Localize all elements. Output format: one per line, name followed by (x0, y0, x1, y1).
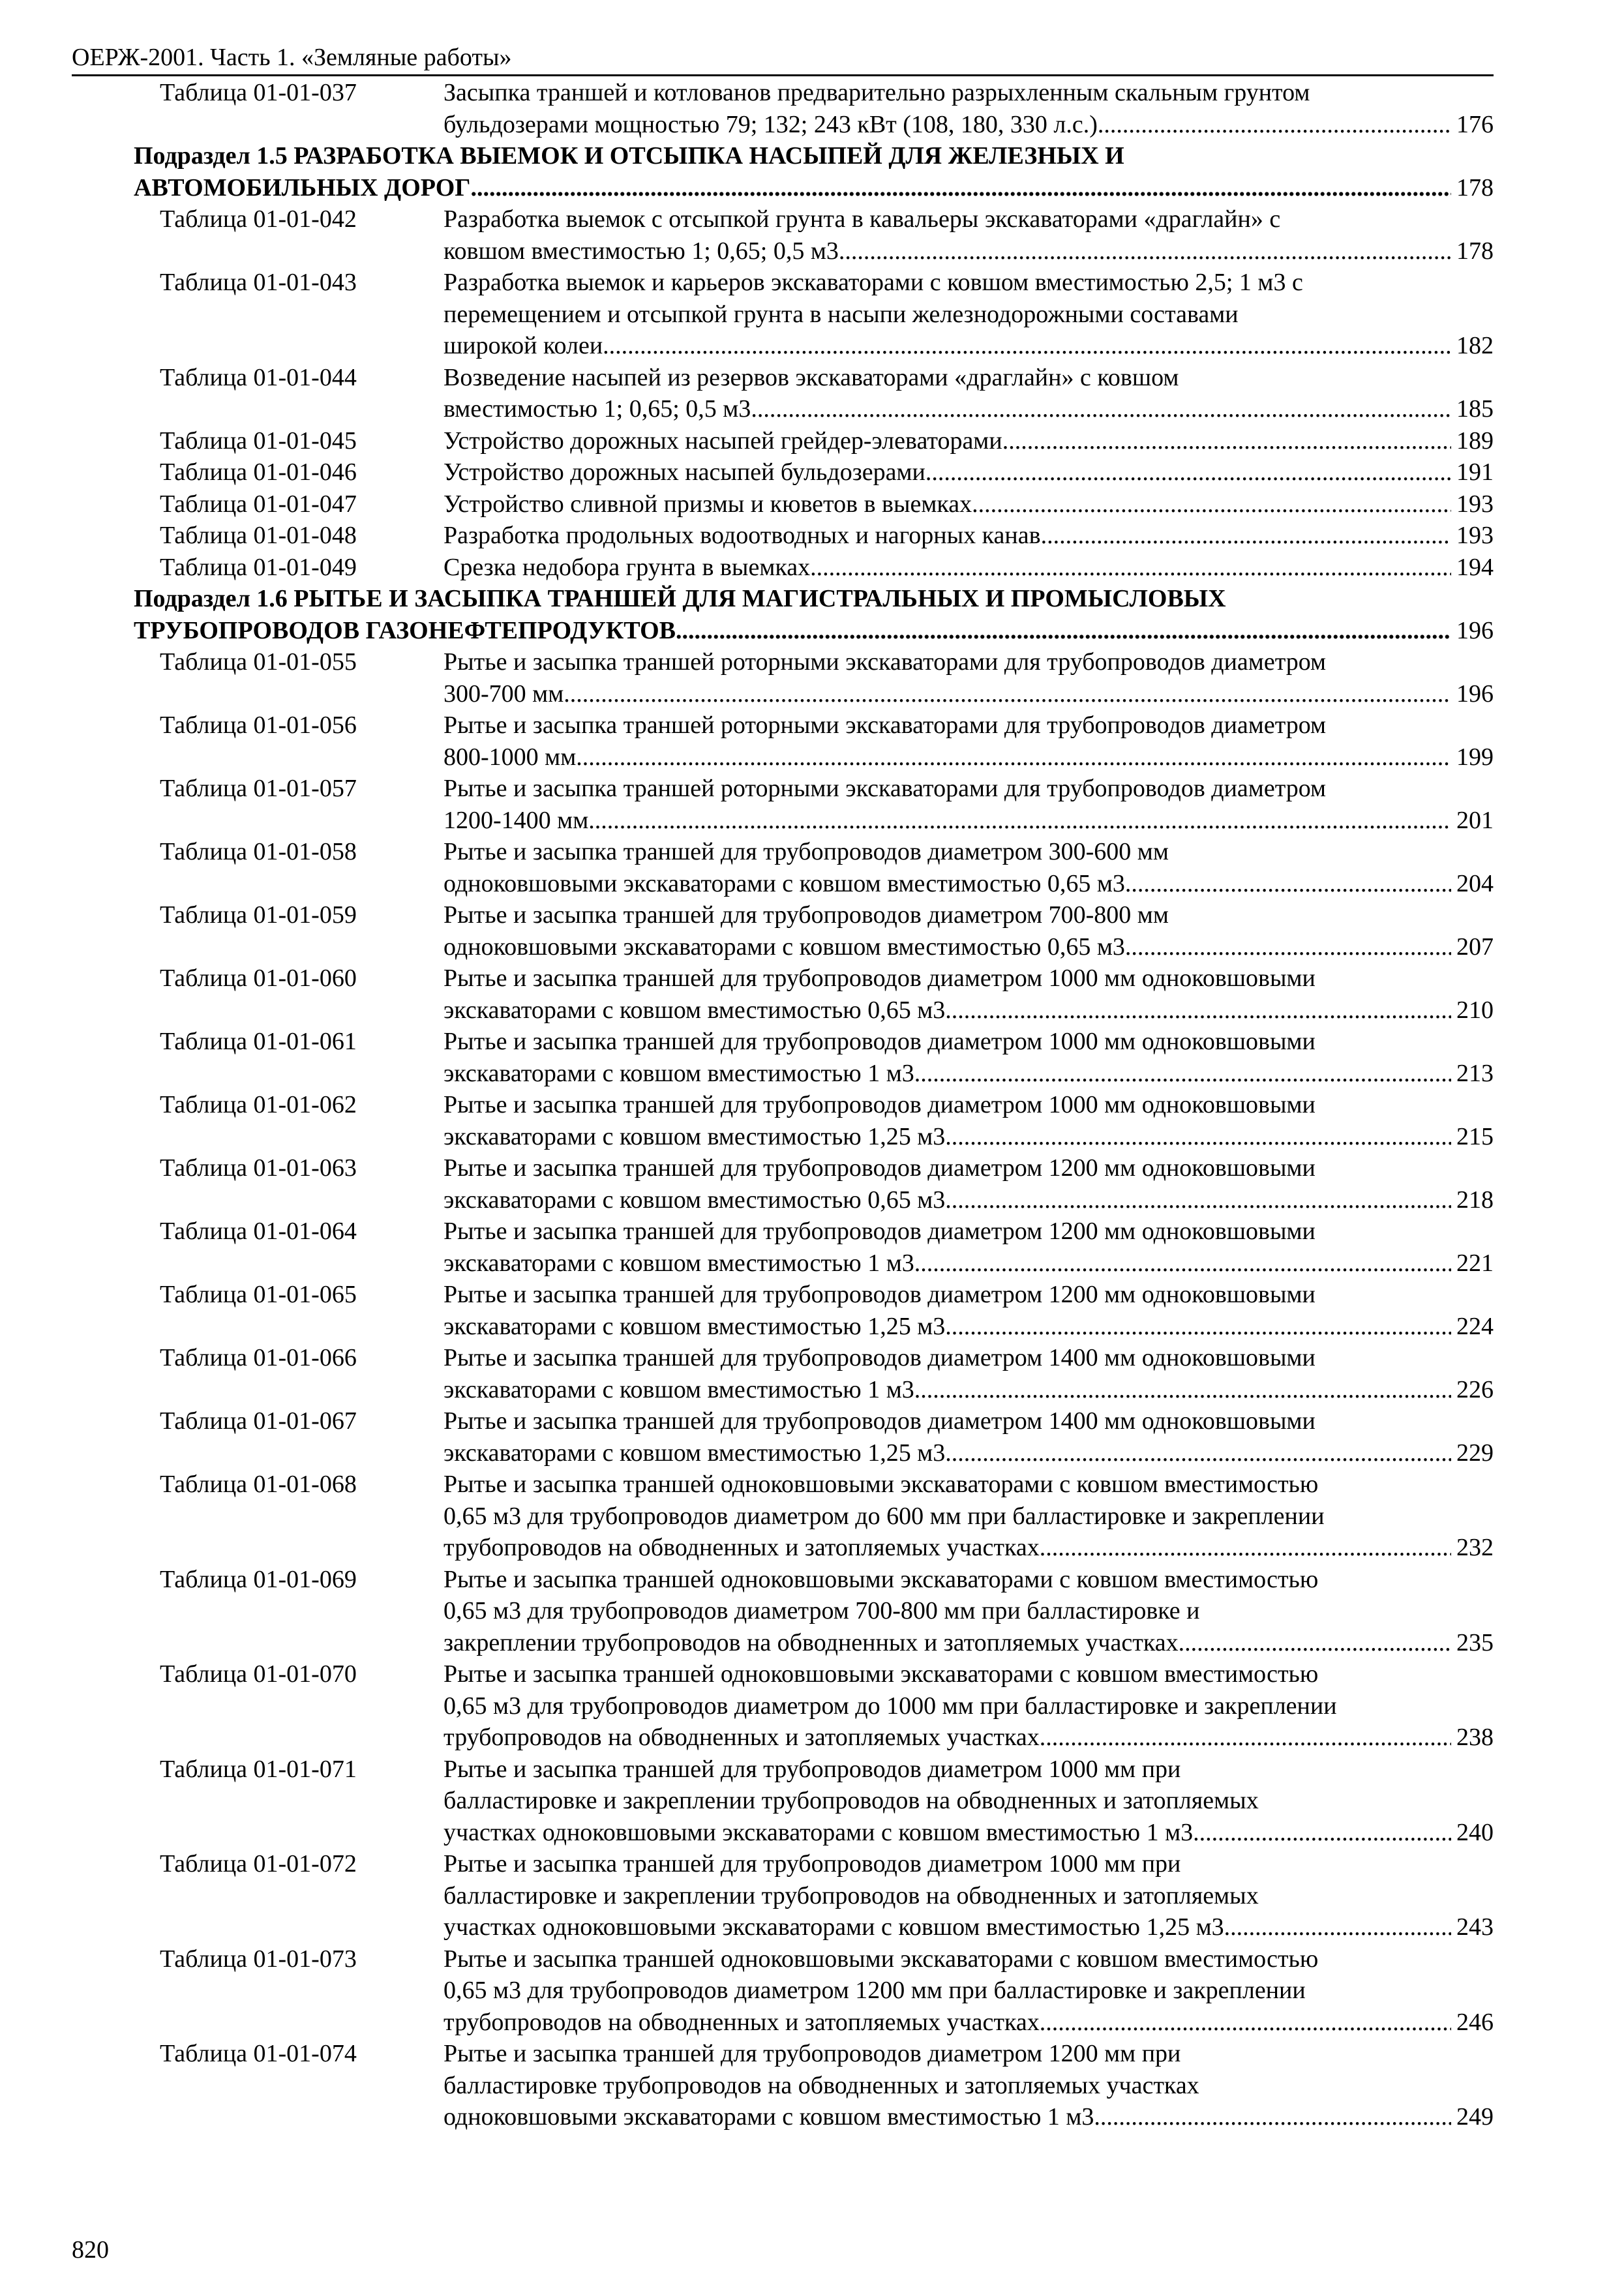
dot-leader (470, 172, 1451, 204)
entry-line: широкой колеи (444, 332, 603, 359)
entry-title (444, 1943, 1451, 2039)
table-number: Таблица 01-01-074 (160, 2040, 357, 2067)
toc-entry (72, 1026, 1494, 1089)
entry-title (444, 2038, 1451, 2133)
entry-line: 300-700 мм (444, 680, 564, 708)
entry-title (444, 963, 1451, 1026)
toc-entry (72, 1848, 1494, 1943)
entry-line: Возведение насыпей из резервов экскаваторами «драглайн» с ковшом (444, 363, 1179, 391)
entry-line: Рытье и засыпка траншей роторными экскаваторами для трубопроводов диаметром (444, 775, 1327, 802)
entry-line: Подраздел 1.5 РАЗРАБОТКА ВЫЕМОК И ОТСЫПКА НАСЫПЕЙ ДЛЯ ЖЕЛЕЗНЫХ И (134, 142, 1124, 170)
entry-title (444, 1658, 1451, 1754)
page-ref: 243 (1456, 1913, 1494, 1941)
page-number: 820 (72, 2236, 109, 2264)
entry-title (444, 1405, 1451, 1469)
entry-line: Срезка недобора грунта в выемках (444, 553, 811, 581)
page-ref: 215 (1456, 1122, 1494, 1150)
entry-title (444, 488, 1451, 520)
page-ref: 178 (1456, 237, 1494, 265)
page-ref: 229 (1456, 1439, 1494, 1467)
entry-line: 0,65 м3 для трубопроводов диаметром до 600 мм при балластировке и закреплении (444, 1502, 1325, 1530)
toc-entry (72, 267, 1494, 362)
entry-line: Рытье и засыпка траншей одноковшовыми экскаваторами с ковшом вместимостью (444, 1471, 1319, 1498)
table-number: Таблица 01-01-072 (160, 1850, 357, 1878)
toc-entry (72, 1152, 1494, 1216)
entry-line: одноковшовыми экскаваторами с ковшом вместимостью 0,65 м3 (444, 869, 1125, 897)
entry-line: участках одноковшовыми экскаваторами с ковшом вместимостью 1,25 м3 (444, 1913, 1224, 1941)
toc-entry (72, 1943, 1494, 2039)
dot-leader (1098, 109, 1451, 141)
page-ref: 204 (1456, 869, 1494, 897)
page-ref: 193 (1456, 490, 1494, 518)
dot-leader (914, 1374, 1451, 1406)
entry-line: Устройство дорожных насыпей бульдозерами (444, 458, 925, 486)
page-ref: 196 (1456, 616, 1494, 644)
section-title (72, 140, 1451, 203)
page-ref: 221 (1456, 1249, 1494, 1277)
toc-entry (72, 425, 1494, 457)
page-ref: 249 (1456, 2103, 1494, 2131)
dot-leader (1040, 1722, 1451, 1754)
toc-entry (72, 362, 1494, 425)
entry-line: участках одноковшовыми экскаваторами с ковшом вместимостью 1 м3 (444, 1818, 1194, 1846)
table-number: Таблица 01-01-057 (160, 775, 357, 802)
table-number: Таблица 01-01-044 (160, 363, 357, 391)
dot-leader (945, 1184, 1451, 1216)
entry-title (444, 1152, 1451, 1216)
toc-entry (72, 1405, 1494, 1469)
table-number: Таблица 01-01-061 (160, 1028, 357, 1055)
entry-line: Рытье и засыпка траншей для трубопроводов диаметром 700-800 мм (444, 901, 1169, 929)
table-number: Таблица 01-01-058 (160, 838, 357, 865)
page-ref: 210 (1456, 996, 1494, 1024)
entry-line: Рытье и засыпка траншей для трубопроводов диаметром 300-600 мм (444, 838, 1169, 865)
entry-line: 0,65 м3 для трубопроводов диаметром до 1000 мм при балластировке и закреплении (444, 1692, 1337, 1720)
toc-entry (72, 1658, 1494, 1754)
entry-line: экскаваторами с ковшом вместимостью 0,65 м3 (444, 996, 946, 1024)
dot-leader (751, 393, 1451, 425)
section-heading (72, 140, 1494, 203)
table-number: Таблица 01-01-069 (160, 1565, 357, 1593)
entry-title (444, 646, 1451, 710)
entry-title (444, 1216, 1451, 1279)
dot-leader (810, 552, 1451, 584)
entry-line: трубопроводов на обводненных и затопляемых участках (444, 1534, 1040, 1561)
entry-line: Рытье и засыпка траншей для трубопроводов диаметром 1000 мм при (444, 1850, 1181, 1878)
toc-entry (72, 1342, 1494, 1405)
entry-line: балластировке трубопроводов на обводненных и затопляемых участках (444, 2071, 1199, 2099)
page-ref: 185 (1456, 395, 1494, 423)
entry-line: Разработка продольных водоотводных и нагорных канав (444, 522, 1041, 549)
entry-line: вместимостью 1; 0,65; 0,5 м3 (444, 395, 751, 423)
page-ref: 232 (1456, 1534, 1494, 1561)
entry-line: Рытье и засыпка траншей для трубопроводов диаметром 1400 мм одноковшовыми (444, 1407, 1316, 1435)
section-title (72, 583, 1451, 646)
dot-leader (1094, 2101, 1451, 2133)
table-number: Таблица 01-01-070 (160, 1660, 357, 1688)
page-ref: 182 (1456, 332, 1494, 359)
entry-line: Рытье и засыпка траншей роторными экскаваторами для трубопроводов диаметром (444, 711, 1327, 739)
dot-leader (1179, 1627, 1451, 1659)
dot-leader (972, 488, 1451, 520)
dot-leader (676, 615, 1451, 647)
entry-title (444, 425, 1451, 457)
entry-line: Рытье и засыпка траншей для трубопроводов диаметром 1200 мм при (444, 2040, 1181, 2067)
entry-line: Рытье и засыпка траншей для трубопроводов диаметром 1000 мм одноковшовыми (444, 1091, 1316, 1118)
table-number: Таблица 01-01-042 (160, 205, 357, 233)
page-ref: 207 (1456, 933, 1494, 961)
table-number: Таблица 01-01-068 (160, 1471, 357, 1498)
entry-line: Рытье и засыпка траншей для трубопроводов диаметром 1000 мм одноковшовыми (444, 965, 1316, 992)
entry-line: Рытье и засыпка траншей для трубопроводов диаметром 1400 мм одноковшовыми (444, 1344, 1316, 1371)
dot-leader (945, 1311, 1451, 1343)
entry-line: Подраздел 1.6 РЫТЬЕ И ЗАСЫПКА ТРАНШЕЙ ДЛЯ МАГИСТРАЛЬНЫХ И ПРОМЫСЛОВЫХ (134, 585, 1226, 612)
table-number: Таблица 01-01-037 (160, 79, 357, 106)
entry-line: 0,65 м3 для трубопроводов диаметром 1200 мм при балластировке и закреплении (444, 1977, 1306, 2004)
dot-leader (945, 1437, 1451, 1469)
entry-title (444, 1342, 1451, 1405)
dot-leader (1125, 931, 1451, 963)
toc-entry (72, 710, 1494, 773)
page-ref: 196 (1456, 680, 1494, 708)
page-ref: 201 (1456, 806, 1494, 834)
entry-line: экскаваторами с ковшом вместимостью 1 м3 (444, 1249, 914, 1277)
entry-line: Устройство дорожных насыпей грейдер-элеваторами (444, 426, 1002, 455)
toc-entry (72, 1279, 1494, 1342)
entry-title (444, 1469, 1451, 1564)
dot-leader (945, 995, 1451, 1026)
toc-entry (72, 963, 1494, 1026)
table-number: Таблица 01-01-056 (160, 711, 357, 739)
dot-leader (1040, 1532, 1451, 1564)
entry-line: закреплении трубопроводов на обводненных и затопляемых участках (444, 1628, 1179, 1656)
entry-line: Рытье и засыпка траншей для трубопроводов диаметром 1000 мм при (444, 1755, 1181, 1783)
entry-line: экскаваторами с ковшом вместимостью 1,25 м3 (444, 1312, 946, 1340)
page-ref: 224 (1456, 1312, 1494, 1340)
table-number: Таблица 01-01-049 (160, 553, 357, 581)
table-number: Таблица 01-01-073 (160, 1945, 357, 1973)
dot-leader (1125, 868, 1451, 900)
entry-line: Устройство сливной призмы и кюветов в выемках (444, 490, 972, 518)
entry-line: Рытье и засыпка траншей для трубопроводов диаметром 1200 мм одноковшовыми (444, 1218, 1316, 1245)
entry-line: трубопроводов на обводненных и затопляемых участках (444, 2008, 1040, 2036)
entry-line: балластировке и закреплении трубопроводов на обводненных и затопляемых (444, 1787, 1259, 1814)
dot-leader (839, 235, 1451, 267)
page-ref: 178 (1456, 173, 1494, 202)
page-ref: 194 (1456, 553, 1494, 581)
entry-line: балластировке и закреплении трубопроводов на обводненных и затопляемых (444, 1881, 1259, 1909)
table-number: Таблица 01-01-063 (160, 1154, 357, 1182)
entry-title (444, 1564, 1451, 1659)
entry-line: Разработка выемок с отсыпкой грунта в кавальеры экскаваторами «драглайн» с (444, 205, 1281, 233)
dot-leader (588, 805, 1451, 837)
entry-line: экскаваторами с ковшом вместимостью 0,65 м3 (444, 1186, 946, 1214)
page-ref: 213 (1456, 1059, 1494, 1087)
entry-line: ковшом вместимостью 1; 0,65; 0,5 м3 (444, 237, 839, 265)
entry-title (444, 899, 1451, 963)
entry-line: АВТОМОБИЛЬНЫХ ДОРОГ (134, 173, 471, 202)
table-number: Таблица 01-01-060 (160, 965, 357, 992)
entry-line: одноковшовыми экскаваторами с ковшом вместимостью 0,65 м3 (444, 933, 1125, 961)
entry-title (444, 710, 1451, 773)
page-ref: 238 (1456, 1724, 1494, 1751)
table-number: Таблица 01-01-071 (160, 1755, 357, 1783)
entry-line: 0,65 м3 для трубопроводов диаметром 700-800 мм при балластировке и (444, 1597, 1200, 1624)
dot-leader (914, 1248, 1451, 1279)
entry-line: Рытье и засыпка траншей одноковшовыми экскаваторами с ковшом вместимостью (444, 1945, 1319, 1973)
entry-title (444, 1279, 1451, 1342)
table-number: Таблица 01-01-043 (160, 269, 357, 296)
page-ref: 191 (1456, 458, 1494, 486)
entry-title (444, 773, 1451, 836)
entry-line: 800-1000 мм (444, 743, 577, 771)
entry-line: экскаваторами с ковшом вместимостью 1,25 м3 (444, 1122, 946, 1150)
dot-leader (914, 1058, 1451, 1090)
entry-line: Рытье и засыпка траншей для трубопроводов диаметром 1200 мм одноковшовыми (444, 1154, 1316, 1182)
entry-title (444, 362, 1451, 425)
entry-line: бульдозерами мощностью 79; 132; 243 кВт (108, 180, 330 л.с.) (444, 110, 1098, 138)
entry-line: Рытье и засыпка траншей одноковшовыми экскаваторами с ковшом вместимостью (444, 1565, 1319, 1593)
entry-title (444, 552, 1451, 584)
dot-leader (945, 1121, 1451, 1153)
toc-entry (72, 488, 1494, 520)
page-ref: 240 (1456, 1818, 1494, 1846)
toc-entry (72, 552, 1494, 584)
toc-entry (72, 646, 1494, 710)
entry-line: ТРУБОПРОВОДОВ ГАЗОНЕФТЕПРОДУКТОВ (134, 616, 676, 644)
table-number: Таблица 01-01-048 (160, 522, 357, 549)
entry-title (444, 1089, 1451, 1152)
entry-title (444, 1848, 1451, 1943)
toc-entry (72, 899, 1494, 963)
section-heading (72, 583, 1494, 646)
table-number: Таблица 01-01-055 (160, 648, 357, 676)
entry-title (444, 836, 1451, 899)
entry-line: экскаваторами с ковшом вместимостью 1,25 м3 (444, 1439, 946, 1467)
entry-line: Рытье и засыпка траншей одноковшовыми экскаваторами с ковшом вместимостью (444, 1660, 1319, 1688)
dot-leader (1002, 425, 1451, 457)
toc-entry (72, 1754, 1494, 1849)
toc-entry (72, 77, 1494, 140)
page-ref: 218 (1456, 1186, 1494, 1214)
toc-entry (72, 2038, 1494, 2133)
entry-line: 1200-1400 мм (444, 806, 589, 834)
dot-leader (1193, 1817, 1451, 1849)
page-ref: 235 (1456, 1628, 1494, 1656)
table-number: Таблица 01-01-064 (160, 1218, 357, 1245)
table-number: Таблица 01-01-066 (160, 1344, 357, 1371)
entry-line: Рытье и засыпка траншей роторными экскаваторами для трубопроводов диаметром (444, 648, 1327, 676)
table-number: Таблица 01-01-045 (160, 426, 357, 455)
dot-leader (1041, 520, 1451, 552)
toc-entry (72, 520, 1494, 552)
toc-entry (72, 1469, 1494, 1564)
toc-entry (72, 773, 1494, 836)
dot-leader (564, 678, 1451, 710)
entry-title (444, 520, 1451, 552)
header-divider (72, 74, 1494, 76)
running-header: ОЕРЖ-2001. Часть 1. «Земляные работы» (72, 44, 512, 71)
table-number: Таблица 01-01-062 (160, 1091, 357, 1118)
page-ref: 189 (1456, 426, 1494, 455)
toc-entry (72, 836, 1494, 899)
table-number: Таблица 01-01-047 (160, 490, 357, 518)
table-number: Таблица 01-01-046 (160, 458, 357, 486)
toc-entry (72, 1216, 1494, 1279)
toc-entry (72, 1564, 1494, 1659)
entry-line: экскаваторами с ковшом вместимостью 1 м3 (444, 1375, 914, 1403)
dot-leader (925, 456, 1451, 488)
dot-leader (1040, 2007, 1451, 2039)
entry-line: трубопроводов на обводненных и затопляемых участках (444, 1724, 1040, 1751)
entry-line: Разработка выемок и карьеров экскаваторами с ковшом вместимостью 2,5; 1 м3 с (444, 269, 1303, 296)
entry-line: Рытье и засыпка траншей для трубопроводов диаметром 1200 мм одноковшовыми (444, 1281, 1316, 1308)
dot-leader (1224, 1911, 1451, 1943)
page-ref: 199 (1456, 743, 1494, 771)
entry-title (444, 1754, 1451, 1849)
dot-leader (576, 741, 1451, 773)
entry-title (444, 456, 1451, 488)
table-of-contents (72, 77, 1494, 2133)
entry-title (444, 203, 1451, 267)
entry-title (444, 77, 1451, 140)
page-ref: 226 (1456, 1375, 1494, 1403)
page-ref: 246 (1456, 2008, 1494, 2036)
entry-title (444, 1026, 1451, 1089)
toc-entry (72, 1089, 1494, 1152)
entry-title (444, 267, 1451, 362)
entry-line: перемещением и отсыпкой грунта в насыпи железнодорожными составами (444, 300, 1239, 328)
toc-entry (72, 456, 1494, 488)
entry-line: экскаваторами с ковшом вместимостью 1 м3 (444, 1059, 914, 1087)
entry-line: Засыпка траншей и котлованов предварительно разрыхленным скальным грунтом (444, 79, 1310, 106)
page-ref: 193 (1456, 522, 1494, 549)
entry-line: одноковшовыми экскаваторами с ковшом вместимостью 1 м3 (444, 2103, 1094, 2131)
table-number: Таблица 01-01-059 (160, 901, 357, 929)
dot-leader (603, 330, 1451, 362)
table-number: Таблица 01-01-065 (160, 1281, 357, 1308)
table-number: Таблица 01-01-067 (160, 1407, 357, 1435)
page-ref: 176 (1456, 110, 1494, 138)
entry-line: Рытье и засыпка траншей для трубопроводов диаметром 1000 мм одноковшовыми (444, 1028, 1316, 1055)
toc-entry (72, 203, 1494, 267)
